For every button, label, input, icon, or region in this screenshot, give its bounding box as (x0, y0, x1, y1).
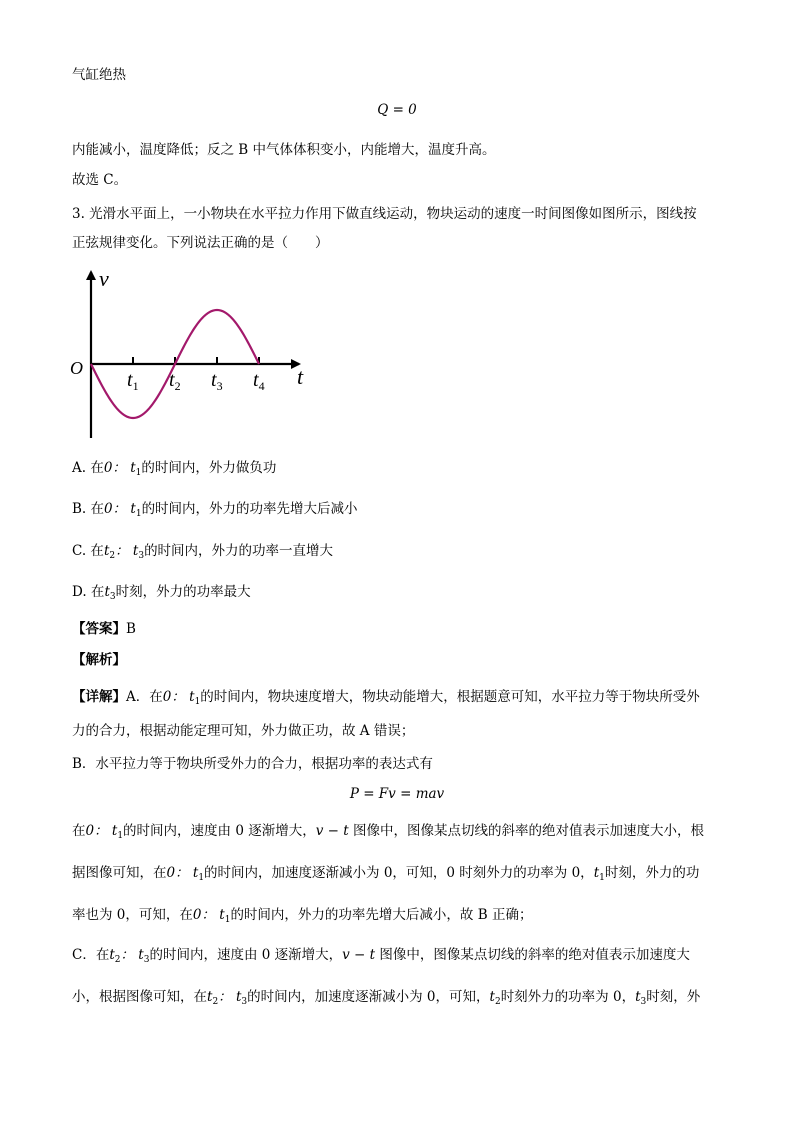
detail-c1-t: t (109, 947, 115, 963)
detail-c1-pre: C．在 (72, 947, 110, 963)
analysis-tag: 【解析】 (72, 652, 126, 668)
detail-b2-sub: 1 (117, 831, 124, 841)
option-a-text: 的时间内，外力做负功 (141, 460, 277, 476)
option-d (72, 583, 251, 606)
detail-c1-mid: ： t (120, 947, 144, 963)
detail-c1-sub2: 3 (143, 955, 150, 965)
detail-b3-pre: 据图像可知，在 (72, 865, 167, 881)
option-b-prefix: B. 在 (72, 501, 105, 517)
answer-tag: 【答案】 (72, 621, 126, 637)
tick-label-t2: $t_2$ (169, 369, 181, 393)
answer-value: B (126, 621, 136, 637)
detail-b2-vt: v − t (315, 823, 349, 839)
tick-label-t3: $t_3$ (211, 369, 223, 393)
detail-b-line-3 (72, 864, 699, 887)
option-c-range: t (103, 543, 110, 559)
vt-graph (66, 262, 316, 447)
detail-c2-sub2: 3 (241, 997, 248, 1007)
text-line-internal-energy: 内能减小，温度降低；反之 B 中气体体积变小，内能增大，温度升高。 (72, 142, 496, 158)
origin-label: O (70, 358, 83, 378)
detail-c1-sub1: 2 (114, 955, 121, 965)
option-d-prefix: D. 在 (72, 584, 105, 600)
detail-b2-post: 的时间内，速度由 0 逐渐增大， (123, 823, 316, 839)
detail-a-line-2: 力的合力，根据动能定理可知，外力做正功，故 A 错误； (72, 723, 415, 739)
detail-c2-sub1: 2 (212, 997, 219, 1007)
detail-b4-pre: 率也为 0，可知，在 (72, 907, 193, 923)
detail-a-line-1 (72, 688, 700, 711)
text-line-adiabatic: 气缸绝热 (72, 67, 126, 83)
option-a (72, 459, 276, 482)
detail-c2-t3sub: 3 (640, 997, 647, 1007)
detail-a1-pre: A．在 (126, 689, 163, 705)
option-b (72, 500, 358, 523)
detail-b2-range: 0： t (85, 823, 118, 839)
option-c-text: 的时间内，外力的功率一直增大 (144, 543, 334, 559)
detail-b-line-1: B．水平拉力等于物块所受外力的合力，根据功率的表达式有 (72, 756, 433, 772)
detail-b-line-2 (72, 822, 704, 845)
detail-c-line-2 (72, 988, 700, 1011)
option-b-text: 的时间内，外力的功率先增大后减小 (141, 501, 358, 517)
detail-a1-post: 的时间内，物块速度增大，物块动能增大，根据题意可知，水平拉力等于物块所受外 (200, 689, 700, 705)
detail-b2-post2: 图像中，图像某点切线的斜率的绝对值表示加速度大小，根 (348, 823, 704, 839)
detail-b2-pre: 在 (72, 823, 86, 839)
question-3-line-1: 3. 光滑水平面上，一小物块在水平拉力作用下做直线运动，物块运动的速度一时间图像如图所示，图线按 (72, 206, 697, 222)
detail-c2-t3: t (635, 989, 641, 1005)
detail-c1-post2: 图像中，图像某点切线的斜率的绝对值表示加速度大 (375, 947, 690, 963)
detail-c1-vt: v − t (342, 947, 376, 963)
detail-c2-t: t (207, 989, 213, 1005)
detail-c2-post: 的时间内，加速度逐渐减小为 0，可知， (247, 989, 490, 1005)
text-line-choose-c: 故选 C。 (72, 172, 128, 188)
option-c-prefix: C. 在 (72, 543, 104, 559)
detail-b4-sub: 1 (224, 915, 231, 925)
option-c-sub1: 2 (109, 551, 116, 561)
question-3-line-2: 正弦规律变化。下列说法正确的是（ ） (72, 235, 329, 251)
detail-b3-mid: 的时间内，加速度逐渐减小为 0，可知，0 时刻外力的功率为 0， (204, 865, 594, 881)
option-c-mid: ： t (115, 543, 139, 559)
option-b-range: 0： t (104, 501, 136, 517)
tick-label-t1: $t_1$ (127, 369, 139, 393)
detail-tag: 【详解】 (72, 689, 126, 705)
detail-b3-tsub: 1 (599, 873, 605, 883)
detail-c2-t2sub: 2 (494, 997, 501, 1007)
detail-c-line-1 (72, 946, 690, 969)
option-d-t: t (104, 584, 110, 600)
equation-q-zero: Q = 0 (377, 102, 417, 118)
equation-power: P = Fv = mav (349, 786, 445, 802)
option-a-prefix: A. 在 (72, 460, 104, 476)
detail-b4-range: 0： t (192, 907, 225, 923)
detail-b4-post: 的时间内，外力的功率先增大后减小，故 B 正确； (230, 907, 533, 923)
detail-c2-post2: 时刻外力的功率为 0， (500, 989, 636, 1005)
detail-b3-range: 0： t (166, 865, 199, 881)
detail-b3-sub: 1 (198, 873, 205, 883)
option-b-sub: 1 (135, 509, 142, 519)
detail-c2-t2: t (489, 989, 495, 1005)
option-d-text: 时刻，外力的功率最大 (115, 584, 251, 600)
detail-c1-post: 的时间内，速度由 0 逐渐增大， (149, 947, 343, 963)
detail-b3-t: t (593, 865, 600, 881)
detail-b3-post: 时刻，外力的功 (604, 865, 700, 881)
detail-b-line-4 (72, 906, 532, 929)
option-c-sub2: 3 (138, 551, 145, 561)
v-axis-label: v (99, 266, 109, 291)
t-axis-label: t (297, 364, 304, 389)
tick-label-t4: $t_4$ (253, 369, 265, 393)
detail-c2-mid: ： t (218, 989, 242, 1005)
option-d-sub: 3 (109, 592, 116, 602)
detail-a1-range: 0： t (162, 689, 195, 705)
detail-a1-sub: 1 (194, 697, 201, 707)
detail-c2-pre: 小，根据图像可知，在 (72, 989, 207, 1005)
answer-line (72, 620, 136, 638)
option-a-range: 0： t (103, 460, 136, 476)
detail-c2-post3: 时刻，外 (646, 989, 701, 1005)
analysis-line (72, 651, 126, 669)
option-c (72, 542, 333, 565)
option-a-sub: 1 (135, 468, 142, 478)
